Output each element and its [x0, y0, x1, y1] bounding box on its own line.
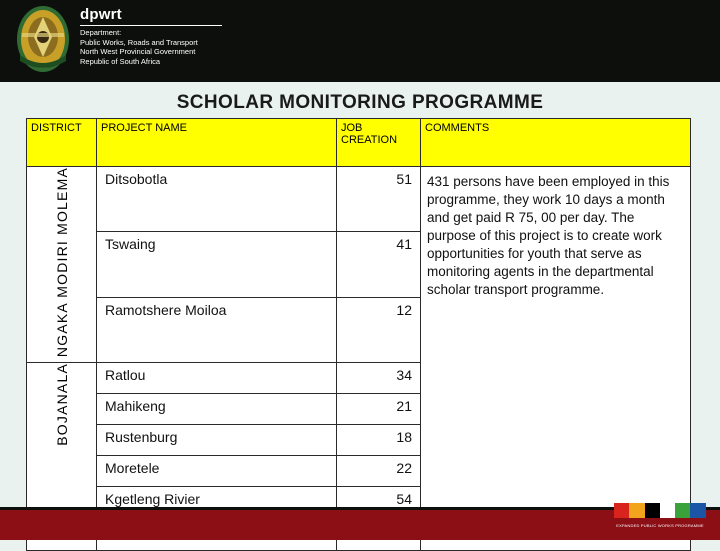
page-title: SCHOLAR MONITORING PROGRAMME: [176, 92, 544, 113]
project-name-cell: Ratlou: [97, 363, 337, 394]
department-line-3: Republic of South Africa: [80, 56, 161, 66]
project-name-cell: Moretele: [97, 456, 337, 487]
column-header-comments: COMMENTS: [421, 119, 691, 167]
project-name-cell: Rustenburg: [97, 425, 337, 456]
department-line-1: Public Works, Roads and Transport: [80, 37, 198, 47]
district-label: NGAKA MODIRI MOLEMA: [53, 167, 70, 358]
job-creation-cell: 51: [337, 167, 421, 232]
comments-cell: 431 persons have been employed in this programme, they work 10 days a month and get paid R 75, 00 per day. The purpose of this project is to create work opportunities for youth that serve as monitoring agents in the departmental scholar transport programme.: [421, 167, 691, 551]
job-creation-cell: 22: [337, 456, 421, 487]
job-creation-cell: 34: [337, 363, 421, 394]
project-name-cell: Kgetleng Rivier: [97, 487, 337, 518]
department-subtitle: [80, 28, 300, 66]
department-line-0: Department:: [80, 28, 122, 37]
column-header-district: DISTRICT: [27, 119, 97, 167]
table-header-row: [27, 119, 691, 167]
job-creation-cell: 18: [337, 425, 421, 456]
table-row: [27, 167, 691, 232]
epwp-flag-icon: [614, 503, 706, 518]
scholar-monitoring-table: [26, 118, 691, 551]
project-name-cell: Mahikeng: [97, 394, 337, 425]
job-creation-cell: 12: [337, 297, 421, 362]
column-header-job-creation: JOB CREATION: [337, 119, 421, 167]
district-cell-ngaka-modiri-molema: [27, 167, 97, 363]
coat-of-arms-icon: [14, 3, 72, 75]
header-band: [0, 0, 720, 82]
job-creation-cell: 41: [337, 232, 421, 297]
department-line-2: North West Provincial Government: [80, 47, 196, 56]
department-name: dpwrt: [80, 6, 122, 23]
job-creation-cell: 54: [337, 487, 421, 518]
project-name-cell: Tswaing: [97, 232, 337, 297]
header-divider: [80, 25, 222, 26]
column-header-project-name: PROJECT NAME: [97, 119, 337, 167]
district-label: BOJANALA: [53, 363, 70, 446]
footer-band: [0, 510, 720, 540]
job-creation-cell: 21: [337, 394, 421, 425]
project-name-cell: Ramotshere Moiloa: [97, 297, 337, 362]
project-name-cell: Ditsobotla: [97, 167, 337, 232]
footer-caption: EXPANDED PUBLIC WORKS PROGRAMME: [616, 523, 704, 528]
